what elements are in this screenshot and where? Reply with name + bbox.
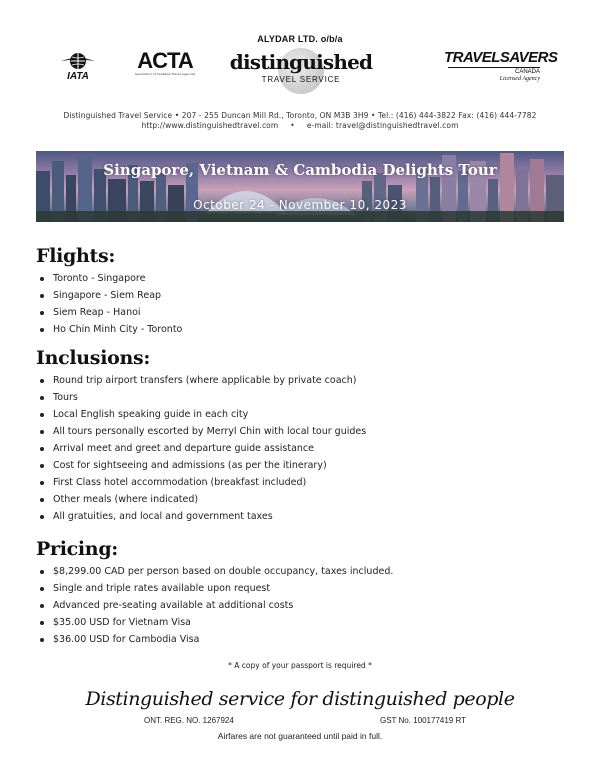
list-item: Cost for sightseeing and admissions (as per the itinerary) (53, 457, 576, 474)
list-item: Arrival meet and greet and departure guide assistance (53, 440, 576, 457)
brand-tagline: TRAVEL SERVICE (261, 75, 341, 84)
brand-word: distinguished (229, 50, 373, 74)
list-item: Local English speaking guide in each city (53, 406, 576, 423)
gst-number: GST No. 100177419 RT (380, 716, 466, 725)
travelsavers-logo (444, 49, 558, 83)
iata-logo (58, 52, 98, 82)
list-item: Ho Chin Minh City - Toronto (53, 321, 576, 338)
travelsavers-subtitle: Licensed Agency (499, 76, 540, 82)
travelsavers-logo-text: TRAVELSAVERS (444, 49, 558, 66)
list-item: Tours (53, 389, 576, 406)
list-item: All gratuities, and local and government taxes (53, 508, 576, 525)
flights-section (36, 244, 576, 338)
tour-banner (36, 151, 564, 222)
footer-slogan: Distinguished service for distinguished people (85, 688, 515, 710)
list-item: Siem Reap - Hanoi (53, 304, 576, 321)
globe-icon (61, 52, 95, 70)
pricing-heading: Pricing: (36, 538, 119, 560)
list-item: Other meals (where indicated) (53, 491, 576, 508)
divider (448, 67, 540, 68)
inclusions-section (36, 346, 576, 525)
list-item: $36.00 USD for Cambodia Visa (53, 631, 576, 648)
list-item: $8,299.00 CAD per person based on double occupancy, taxes included. (53, 563, 576, 580)
contact-address: Distinguished Travel Service • 207 - 255 Duncan Mill Rd., Toronto, ON M3B 3H9 • Tel.: (416) 444-3822 Fax: (416) 444-7782 (63, 111, 537, 120)
list-item: $35.00 USD for Vietnam Visa (53, 614, 576, 631)
passport-note: * A copy of your passport is required * (228, 661, 372, 670)
list-item: Round trip airport transfers (where applicable by private coach) (53, 372, 576, 389)
iata-label: IATA (67, 71, 89, 82)
pricing-list (36, 563, 576, 648)
list-item: Singapore - Siem Reap (53, 287, 576, 304)
list-item: All tours personally escorted by Merryl Chin with local tour guides (53, 423, 576, 440)
acta-logo (134, 50, 196, 76)
airfare-disclaimer: Airfares are not guaranteed until paid in full. (217, 731, 383, 741)
list-item: Single and triple rates available upon request (53, 580, 576, 597)
acta-logo-text: ACTA (137, 48, 193, 73)
list-item: Toronto - Singapore (53, 270, 576, 287)
tour-dates: October 24 - November 10, 2023 (193, 198, 407, 212)
list-item: Advanced pre-seating available at additional costs (53, 597, 576, 614)
email-link[interactable]: e-mail: travel@distinguishedtravel.com (306, 121, 459, 130)
pricing-section (36, 537, 576, 648)
ont-registration: ONT. REG. NO. 1267924 (144, 716, 234, 725)
flights-list (36, 270, 576, 338)
inclusions-heading: Inclusions: (36, 347, 151, 369)
company-name: ALYDAR LTD. o/b/a (257, 34, 343, 44)
distinguished-logo (222, 46, 380, 96)
inclusions-list (36, 372, 576, 525)
flights-heading: Flights: (36, 245, 116, 267)
list-item: First Class hotel accommodation (breakfast included) (53, 474, 576, 491)
travelsavers-country: CANADA (514, 69, 540, 75)
contact-separator: • (290, 121, 295, 130)
contact-web (0, 121, 600, 130)
tour-title: Singapore, Vietnam & Cambodia Delights Tour (103, 161, 497, 179)
website-link[interactable]: http://www.distinguishedtravel.com (141, 121, 279, 130)
acta-subtitle: Association of Canadian Travel Agencies (134, 72, 196, 76)
